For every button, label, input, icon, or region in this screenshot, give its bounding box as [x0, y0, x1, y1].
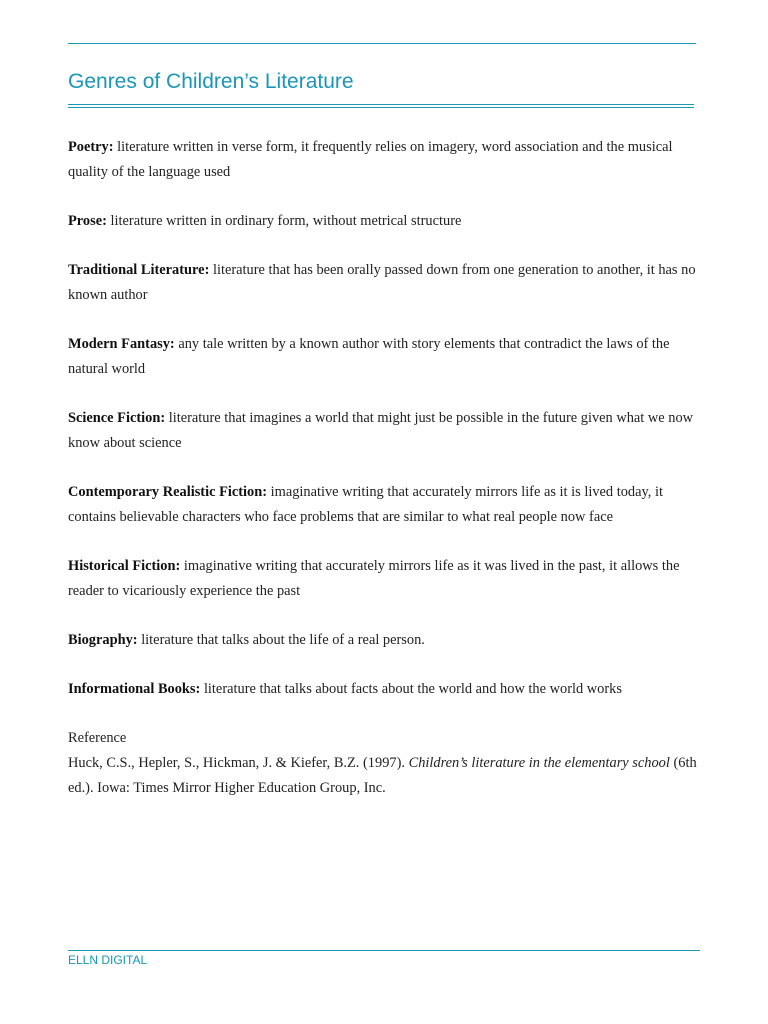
reference-heading: Reference	[68, 730, 127, 746]
genre-term: Prose:	[68, 213, 107, 229]
genre-entry-informational-books	[68, 677, 698, 702]
genre-term: Contemporary Realistic Fiction:	[68, 484, 268, 500]
genre-definition: imaginative writing that accurately mirrors life as it was lived in the past, it allows the reader to vicariously experience the past	[68, 558, 680, 599]
genre-definition: any tale written by a known author with story elements that contradict the laws of the natural world	[68, 336, 670, 377]
genre-list	[68, 135, 698, 801]
genre-definition: literature written in verse form, it frequently relies on imagery, word association and the musical quality of the language used	[68, 139, 673, 180]
genre-term: Informational Books:	[68, 681, 201, 697]
genre-entry-science-fiction	[68, 406, 698, 456]
genre-definition: literature that has been orally passed down from one generation to another, it has no known author	[68, 262, 696, 303]
genre-definition: literature written in ordinary form, without metrical structure	[110, 213, 462, 229]
reference-section	[68, 726, 698, 801]
footer-brand: ELLN DIGITAL	[68, 953, 148, 967]
genre-term: Science Fiction:	[68, 410, 166, 426]
reference-book-title: Children’s literature in the elementary school	[408, 755, 670, 771]
genre-term: Traditional Literature:	[68, 262, 210, 278]
genre-term: Historical Fiction:	[68, 558, 181, 574]
genre-entry-historical-fiction	[68, 554, 698, 604]
genre-entry-contemporary-realistic-fiction	[68, 480, 698, 530]
genre-entry-traditional-literature	[68, 258, 698, 308]
genre-term: Biography:	[68, 632, 138, 648]
footer-divider	[68, 950, 700, 951]
genre-entry-biography	[68, 628, 698, 653]
genre-term: Poetry:	[68, 139, 114, 155]
reference-publication: (6th ed.). Iowa: Times Mirror Higher Education Group, Inc.	[68, 755, 697, 796]
reference-authors: Huck, C.S., Hepler, S., Hickman, J. & Kiefer, B.Z. (1997).	[68, 755, 405, 771]
title-double-divider	[68, 104, 694, 108]
genre-term: Modern Fantasy:	[68, 336, 175, 352]
genre-definition: literature that talks about the life of a real person.	[141, 632, 425, 648]
reference-citation	[68, 751, 698, 801]
page-title: Genres of Children’s Literature	[68, 70, 354, 93]
top-divider	[68, 43, 696, 44]
genre-definition: literature that talks about facts about the world and how the world works	[203, 681, 622, 697]
genre-entry-poetry	[68, 135, 698, 185]
genre-definition: literature that imagines a world that might just be possible in the future given what we now know about science	[68, 410, 694, 451]
genre-entry-modern-fantasy	[68, 332, 698, 382]
genre-entry-prose	[68, 209, 698, 234]
genre-definition: imaginative writing that accurately mirrors life as it is lived today, it contains believable characters who face problems that are similar to what real people now face	[68, 484, 663, 525]
